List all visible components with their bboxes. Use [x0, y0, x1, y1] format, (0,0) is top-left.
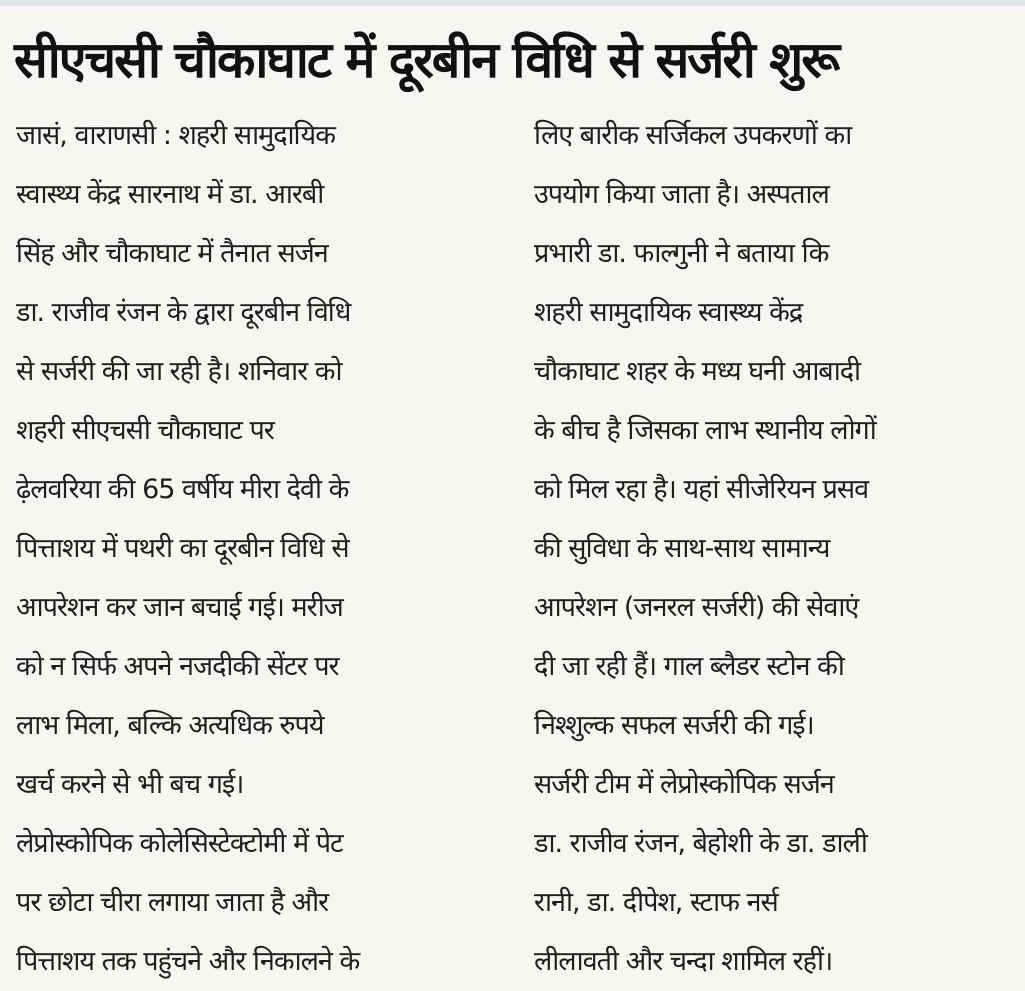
column-right-line: डा. राजीव रंजन, बेहोशी के डा. डाली	[534, 828, 867, 859]
column-right-line: सर्जरी टीम में लेप्रोस्कोपिक सर्जन	[534, 769, 834, 800]
column-left-line: पर छोटा चीरा लगाया जाता है और	[16, 887, 329, 918]
column-left-line: पित्ताशय में पथरी का दूरबीन विधि से	[16, 533, 349, 564]
column-left-line: सिंह और चौकाघाट में तैनात सर्जन	[16, 238, 328, 269]
column-left-line: जासं, वाराणसी : शहरी सामुदायिक	[16, 120, 335, 151]
top-rule	[0, 0, 1025, 6]
column-left-line: ढ़ेलवरिया की 65 वर्षीय मीरा देवी के	[16, 474, 349, 505]
column-right-line: लिए बारीक सर्जिकल उपकरणों का	[534, 120, 852, 151]
column-left-line: से सर्जरी की जा रही है। शनिवार को	[16, 356, 342, 387]
column-right-line: प्रभारी डा. फाल्गुनी ने बताया कि	[534, 238, 829, 269]
column-right-line: उपयोग किया जाता है। अस्पताल	[534, 179, 829, 210]
column-right-line: चौकाघाट शहर के मध्य घनी आबादी	[534, 356, 861, 387]
column-right-line: निश्शुल्क सफल सर्जरी की गई।	[534, 710, 814, 741]
column-left-line: शहरी सीएचसी चौकाघाट पर	[16, 415, 274, 446]
column-right-line: आपरेशन (जनरल सर्जरी) की सेवाएं	[534, 592, 859, 623]
column-right-line: शहरी सामुदायिक स्वास्थ्य केंद्र	[534, 297, 803, 328]
column-left-line: को न सिर्फ अपने नजदीकी सेंटर पर	[16, 651, 339, 682]
article-column-right	[534, 106, 1010, 977]
column-right-line: के बीच है जिसका लाभ स्थानीय लोगों	[534, 415, 876, 446]
column-left-line: डा. राजीव रंजन के द्वारा दूरबीन विधि	[16, 297, 351, 328]
column-left-line: पित्ताशय तक पहुंचने और निकालने के	[16, 946, 360, 977]
column-left-line: स्वास्थ्य केंद्र सारनाथ में डा. आरबी	[16, 179, 324, 210]
column-right-line: की सुविधा के साथ-साथ सामान्य	[534, 533, 830, 564]
column-right-line: लीलावती और चन्दा शामिल रहीं।	[534, 946, 833, 977]
article-column-left	[16, 106, 491, 977]
column-right-line: को मिल रहा है। यहां सीजेरियन प्रसव	[534, 474, 869, 505]
column-right-line: दी जा रही हैं। गाल ब्लैडर स्टोन की	[534, 651, 844, 682]
column-left-line: खर्च करने से भी बच गई।	[16, 769, 244, 800]
column-left-line: आपरेशन कर जान बचाई गई। मरीज	[16, 592, 343, 623]
column-left-line: लाभ मिला, बल्कि अत्यधिक रुपये	[16, 710, 324, 741]
column-right-line: रानी, डा. दीपेश, स्टाफ नर्स	[534, 887, 778, 918]
column-left-line: लेप्रोस्कोपिक कोलेसिस्टेक्टोमी में पेट	[16, 828, 343, 859]
article-headline: सीएचसी चौकाघाट में दूरबीन विधि से सर्जरी शुरू	[14, 31, 839, 89]
